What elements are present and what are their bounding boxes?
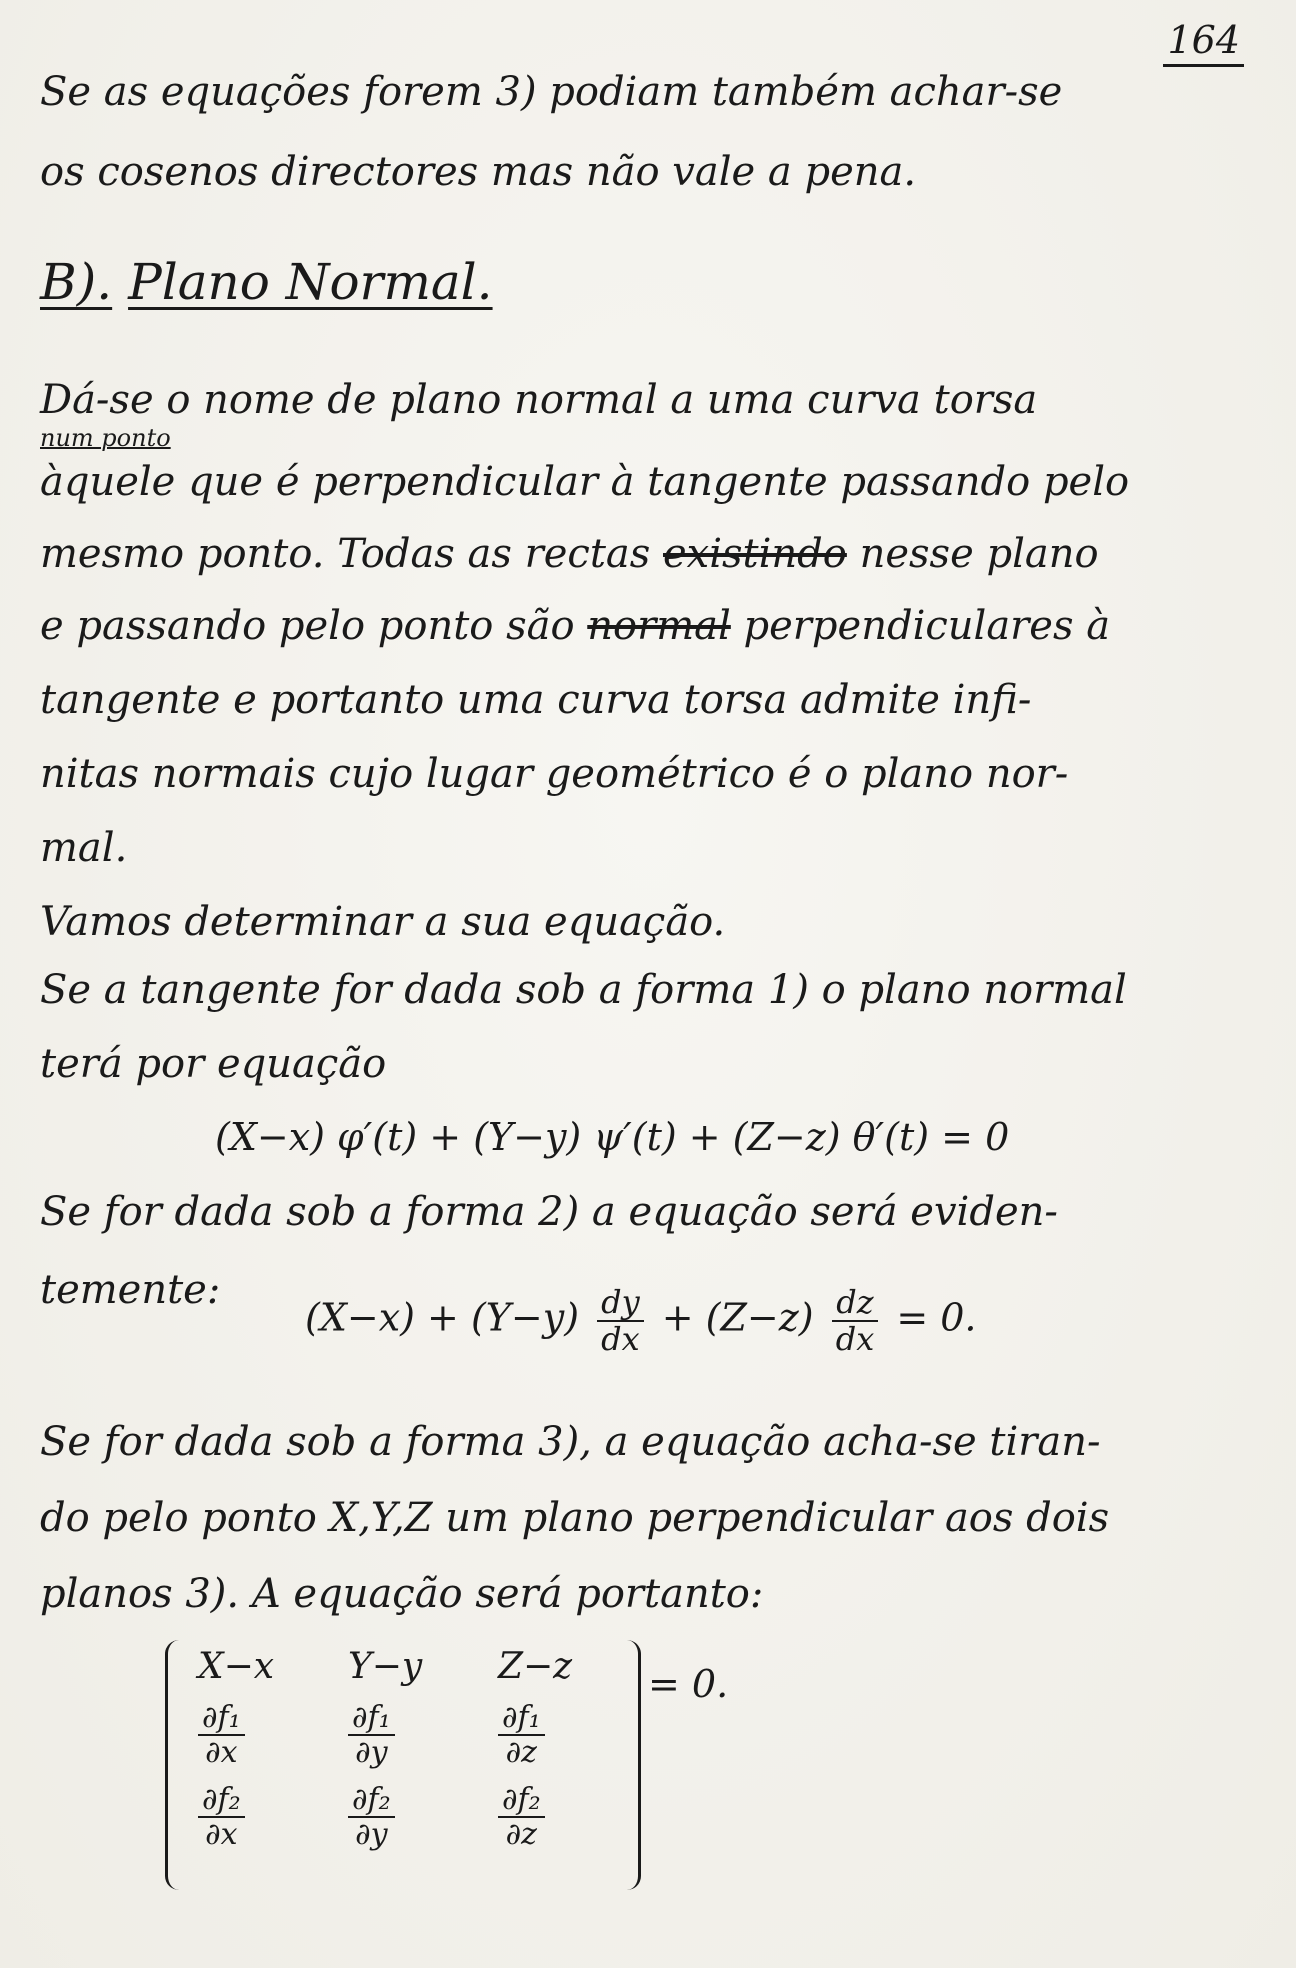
text-line-14: temente:: [40, 1267, 221, 1313]
equation-2-part-c: = 0.: [896, 1295, 977, 1340]
det-fraction: [498, 1783, 545, 1851]
text-line-6-a: e passando pelo ponto são: [40, 603, 588, 649]
fraction-numerator: ∂f₂: [348, 1783, 395, 1818]
equation-2: [305, 1285, 977, 1357]
det-cell-r3c2: [348, 1783, 498, 1851]
text-line-16: do pelo ponto X,Y,Z um plano perpendicular aos dois: [40, 1495, 1110, 1541]
fraction-numerator: ∂f₁: [348, 1701, 395, 1736]
fraction-denominator: ∂z: [505, 1735, 537, 1770]
equation-2-part-a: (X−x) + (Y−y): [305, 1295, 580, 1340]
text-line-2: os cosenos directores mas não vale a pena.: [40, 149, 917, 195]
text-line-9: mal.: [40, 825, 128, 871]
section-label: B).: [40, 253, 113, 311]
det-cell-r1c2: Y−y: [348, 1646, 423, 1687]
text-line-11: Se a tangente for dada sob a forma 1) o plano normal: [40, 967, 1127, 1013]
det-cell-r3c1: [198, 1783, 348, 1851]
det-cell-r2c1: [198, 1701, 348, 1769]
fraction-numerator: ∂f₁: [198, 1701, 245, 1736]
text-line-4: àquele que é perpendicular à tangente passando pelo: [40, 459, 1130, 505]
det-cell-r1c1: X−x: [198, 1646, 275, 1687]
struck-word-2: normal: [587, 603, 731, 649]
text-line-13: Se for dada sob a forma 2) a equação será eviden-: [40, 1189, 1058, 1235]
det-cell-r3c3: [498, 1783, 648, 1851]
section-title: Plano Normal.: [128, 253, 493, 311]
section-heading: [40, 255, 493, 310]
text-line-1: Se as equações forem 3) podiam também achar-se: [40, 69, 1063, 115]
determinant-equals: = 0.: [648, 1662, 729, 1706]
text-line-12: terá por equação: [40, 1041, 387, 1087]
det-fraction: [198, 1783, 245, 1851]
fraction-denominator: ∂y: [355, 1735, 388, 1770]
fraction-denominator: ∂x: [205, 1735, 238, 1770]
fraction-numerator: dz: [832, 1285, 877, 1322]
text-line-10: Vamos determinar a sua equação.: [40, 899, 726, 945]
text-line-17: planos 3). A equação será portanto:: [40, 1571, 764, 1617]
determinant: [165, 1640, 641, 1890]
text-line-5: [40, 532, 1099, 576]
determinant-grid: [198, 1646, 648, 1851]
text-line-8: nitas normais cujo lugar geométrico é o plano nor-: [40, 751, 1069, 797]
fraction-numerator: ∂f₂: [198, 1783, 245, 1818]
text-line-7: tangente e portanto uma curva torsa admite infi-: [40, 677, 1032, 723]
fraction-dy-dx: [597, 1285, 644, 1357]
fraction-denominator: ∂x: [205, 1817, 238, 1852]
fraction-denominator: ∂z: [505, 1817, 537, 1852]
fraction-numerator: ∂f₁: [498, 1701, 545, 1736]
text-line-3: Dá-se o nome de plano normal a uma curva torsa: [40, 377, 1038, 423]
fraction-denominator: dx: [601, 1320, 640, 1359]
fraction-numerator: ∂f₂: [498, 1783, 545, 1818]
text-line-15: Se for dada sob a forma 3), a equação acha-se tiran-: [40, 1419, 1101, 1465]
equation-1: (X−x) φ′(t) + (Y−y) ψ′(t) + (Z−z) θ′(t) = 0: [215, 1115, 1010, 1159]
det-fraction: [348, 1701, 395, 1769]
insertion-note: num ponto: [40, 424, 171, 452]
det-fraction: [198, 1701, 245, 1769]
det-fraction: [348, 1783, 395, 1851]
struck-word-1: existindo: [663, 531, 847, 577]
fraction-denominator: dx: [835, 1320, 875, 1359]
fraction-dz-dx: [832, 1285, 879, 1357]
text-line-5-a: mesmo ponto. Todas as rectas: [40, 531, 663, 577]
det-cell-r2c3: [498, 1701, 648, 1769]
text-line-5-b: nesse plano: [846, 531, 1099, 577]
fraction-denominator: ∂y: [355, 1817, 388, 1852]
text-line-6: [40, 604, 1110, 648]
equation-2-part-b: + (Z−z): [661, 1295, 814, 1340]
text-line-6-b: perpendiculares à: [730, 603, 1111, 649]
det-cell-r2c2: [348, 1701, 498, 1769]
det-cell-r1c3: Z−z: [498, 1646, 573, 1687]
page-number: 164: [1163, 18, 1244, 67]
fraction-numerator: dy: [597, 1285, 644, 1322]
det-fraction: [498, 1701, 545, 1769]
